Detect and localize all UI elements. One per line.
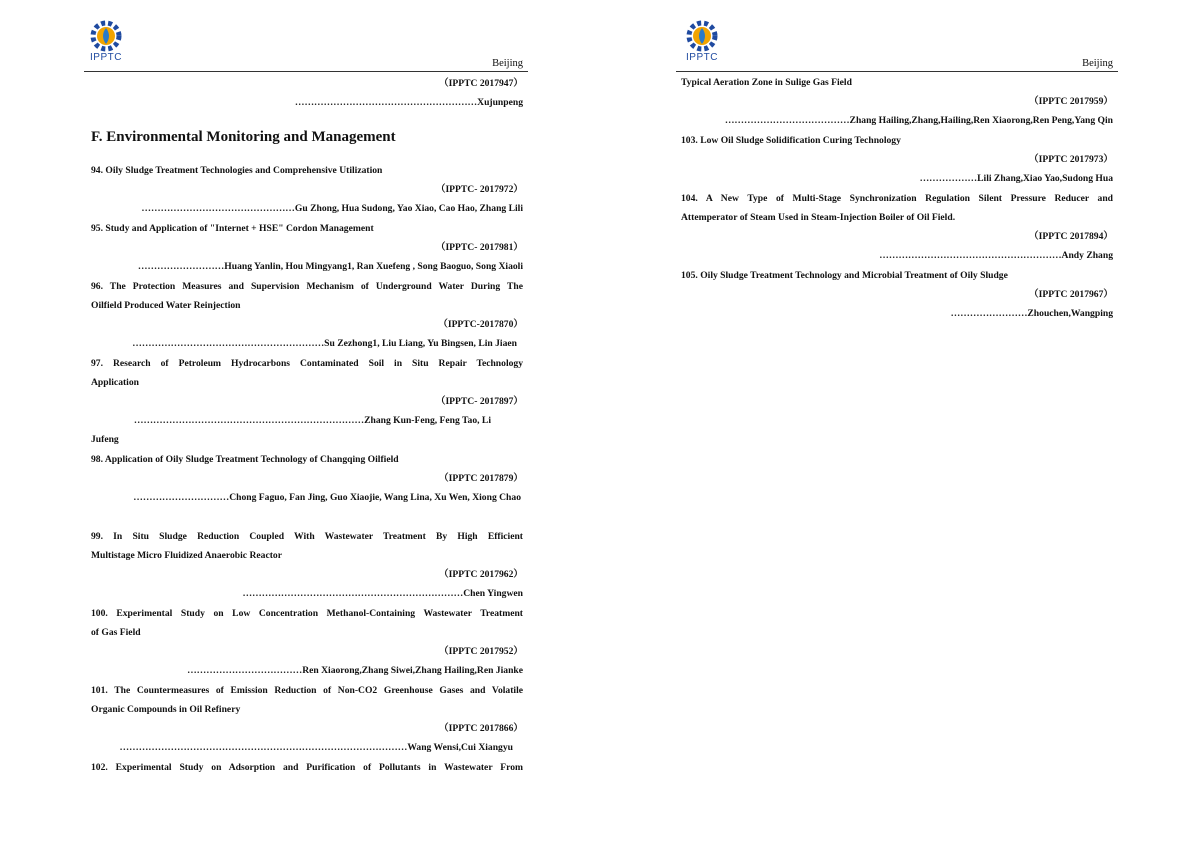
entry-title: 104. A New Type of Multi-Stage Synchronization Regulation Silent Pressure Reducer and <box>681 193 1113 204</box>
entry-authors: ……………………………………………………………Chen Yingwen <box>242 588 523 599</box>
entry-code: （IPPTC 2017866） <box>439 723 523 734</box>
ipptc-logo <box>672 20 732 64</box>
entry-title: 105. Oily Sludge Treatment Technology and Microbial Treatment of Oily Sludge <box>681 270 1008 281</box>
entry-authors: ……………………Zhouchen,Wangping <box>950 308 1113 319</box>
header-rule <box>676 71 1118 72</box>
entry-title: 98. Application of Oily Sludge Treatment Technology of Changqing Oilfield <box>91 454 399 465</box>
entry-title-cont: Organic Compounds in Oil Refinery <box>91 704 241 715</box>
entry-code: （IPPTC 2017947） <box>439 78 523 89</box>
entry-title-cont: Application <box>91 377 139 388</box>
entry-title: 100. Experimental Study on Low Concentration Methanol-Containing Wastewater Treatment <box>91 608 523 619</box>
entry-code: （IPPTC-2017870） <box>438 319 523 330</box>
entry-title: 97. Research of Petroleum Hydrocarbons Contaminated Soil in Situ Repair Technology <box>91 358 523 369</box>
logo-text: IPPTC <box>90 52 122 63</box>
entry-authors: …………………………………Zhang Hailing,Zhang,Hailing,Ren Xiaorong,Ren Peng,Yang Qin <box>724 115 1113 126</box>
header-city: Beijing <box>1082 58 1113 69</box>
entry-authors: ………………………………Ren Xiaorong,Zhang Siwei,Zhang Hailing,Ren Jianke <box>187 665 523 676</box>
entry-authors: ………………………………………………………………………………Wang Wensi,Cui Xiangyu <box>119 742 513 753</box>
entry-authors-cont: Jufeng <box>91 434 119 445</box>
entry-title-cont: Typical Aeration Zone in Sulige Gas Field <box>681 77 852 88</box>
section-title: F. Environmental Monitoring and Management <box>91 129 396 145</box>
entry-code: （IPPTC 2017959） <box>1029 96 1113 107</box>
entry-title: 103. Low Oil Sludge Solidification Curing Technology <box>681 135 901 146</box>
entry-title-cont: of Gas Field <box>91 627 141 638</box>
entry-title: 94. Oily Sludge Treatment Technologies and Comprehensive Utilization <box>91 165 383 176</box>
entry-code: （IPPTC 2017973） <box>1029 154 1113 165</box>
entry-title: 95. Study and Application of "Internet + HSE" Cordon Management <box>91 223 374 234</box>
entry-code: （IPPTC- 2017972） <box>435 184 523 195</box>
entry-title: 99. In Situ Sludge Reduction Coupled With Wastewater Treatment By High Efficient <box>91 531 523 542</box>
ipptc-logo <box>76 20 136 64</box>
entry-code: （IPPTC 2017952） <box>439 646 523 657</box>
entry-title-cont: Attemperator of Steam Used in Steam-Injection Boiler of Oil Field. <box>681 212 956 223</box>
entry-authors: …………………………………………………Andy Zhang <box>879 250 1113 261</box>
entry-authors: ……………………………………………………Su Zezhong1, Liu Liang, Yu Bingsen, Lin Jiaen <box>132 338 517 349</box>
entry-authors: …………………………………………Gu Zhong, Hua Sudong, Yao Xiao, Cao Hao, Zhang Lili <box>141 203 523 214</box>
entry-authors: …………………………………………………Xujunpeng <box>294 97 523 108</box>
entry-title: 101. The Countermeasures of Emission Reduction of Non-CO2 Greenhouse Gases and Volatile <box>91 685 523 696</box>
gear-logo-icon <box>684 20 720 52</box>
entry-title: 102. Experimental Study on Adsorption and Purification of Pollutants in Wastewater From <box>91 762 523 773</box>
entry-authors: ………………………………………………………………Zhang Kun-Feng, Feng Tao, Li <box>133 415 491 426</box>
entry-authors: ………………………Huang Yanlin, Hou Mingyang1, Ran Xuefeng , Song Baoguo, Song Xiaoli <box>137 261 523 272</box>
right-page <box>596 0 1192 842</box>
entry-authors: ………………Lili Zhang,Xiao Yao,Sudong Hua <box>919 173 1113 184</box>
entry-code: （IPPTC- 2017897） <box>435 396 523 407</box>
entry-code: （IPPTC 2017879） <box>439 473 523 484</box>
header-rule <box>84 71 528 72</box>
entry-authors: …………………………Chong Faguo, Fan Jing, Guo Xiaojie, Wang Lina, Xu Wen, Xiong Chao <box>133 492 521 503</box>
header-city: Beijing <box>492 58 523 69</box>
gear-logo-icon <box>88 20 124 52</box>
entry-code: （IPPTC 2017967） <box>1029 289 1113 300</box>
entry-title: 96. The Protection Measures and Supervision Mechanism of Underground Water During The <box>91 281 523 292</box>
entry-code: （IPPTC 2017894） <box>1029 231 1113 242</box>
entry-code: （IPPTC- 2017981） <box>435 242 523 253</box>
entry-code: （IPPTC 2017962） <box>439 569 523 580</box>
entry-title-cont: Oilfield Produced Water Reinjection <box>91 300 241 311</box>
logo-text: IPPTC <box>686 52 718 63</box>
entry-title-cont: Multistage Micro Fluidized Anaerobic Reactor <box>91 550 282 561</box>
